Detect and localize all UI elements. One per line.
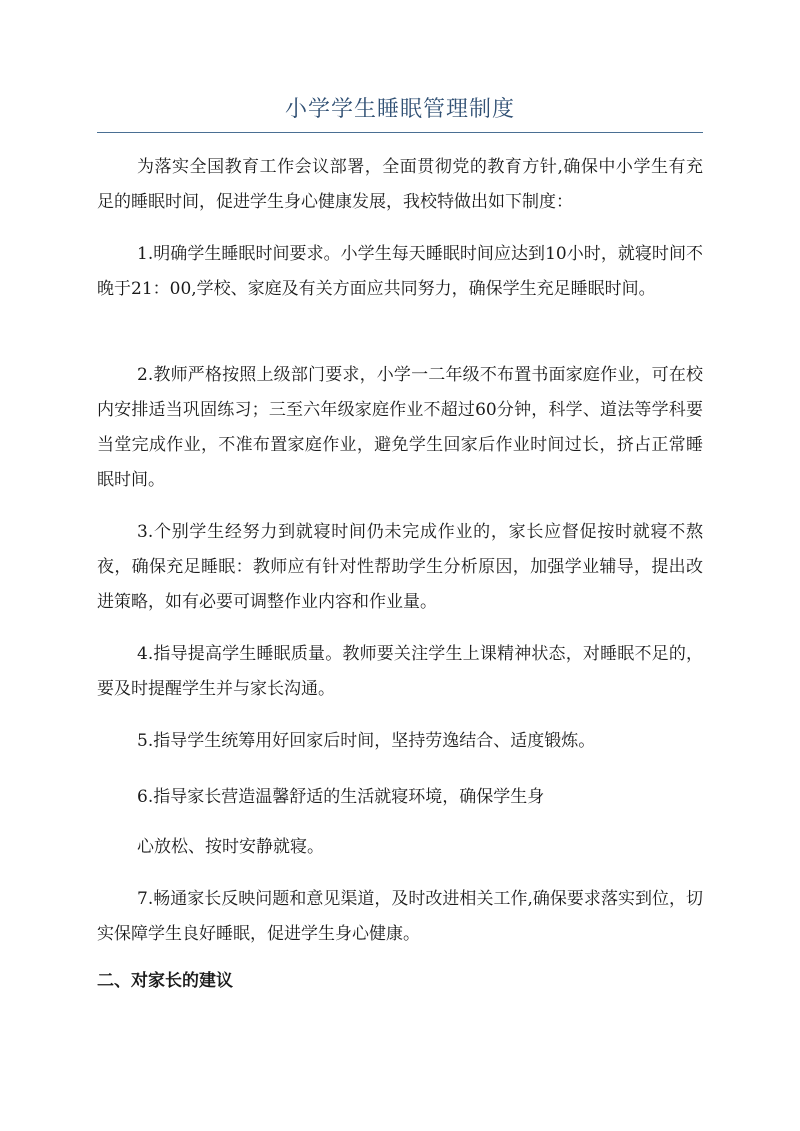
intro-paragraph: 为落实全国教育工作会议部署，全面贯彻党的教育方针,确保中小学生有充足的睡眠时间，促进学生身心健康发展，我校特做出如下制度： <box>97 157 703 212</box>
paragraph-item-6-continued: 心放松、按时安静就寝。 <box>137 837 324 857</box>
section-heading: 二、对家长的建议 <box>97 971 233 991</box>
document-title: 小学学生睡眠管理制度 <box>284 97 515 122</box>
paragraph-item-6: 6.指导家长营造温馨舒适的生活就寝环境，确保学生身 <box>137 787 545 807</box>
paragraph-item-3: 3.个别学生经努力到就寝时间仍未完成作业的，家长应督促按时就寝不熬夜，确保充足睡眠：教师应有针对性帮助学生分析原因，加强学业辅导，提出改进策略，如有必要可调整作业内容和作业量。 <box>97 522 703 612</box>
paragraph-item-2: 2.教师严格按照上级部门要求，小学一二年级不布置书面家庭作业，可在校内安排适当巩固练习；三至六年级家庭作业不超过60分钟，科学、道法等学科要当堂完成作业，不准布置家庭作业，避免学生回家后作业时间过长，挤占正常睡眠时间。 <box>97 365 703 490</box>
paragraph-item-7: 7.畅通家长反映问题和意见渠道，及时改进相关工作,确保要求落实到位，切实保障学生良好睡眠，促进学生身心健康。 <box>97 889 703 944</box>
paragraph-item-1: 1.明确学生睡眠时间要求。小学生每天睡眠时间应达到10小时，就寝时间不晚于21：00,学校、家庭及有关方面应共同努力，确保学生充足睡眠时间。 <box>97 244 703 299</box>
title-divider <box>97 132 703 133</box>
paragraph-item-4: 4.指导提高学生睡眠质量。教师要关注学生上课精神状态，对睡眠不足的，要及时提醒学生并与家长沟通。 <box>97 644 703 699</box>
paragraph-item-5: 5.指导学生统筹用好回家后时间，坚持劳逸结合、适度锻炼。 <box>137 731 596 751</box>
